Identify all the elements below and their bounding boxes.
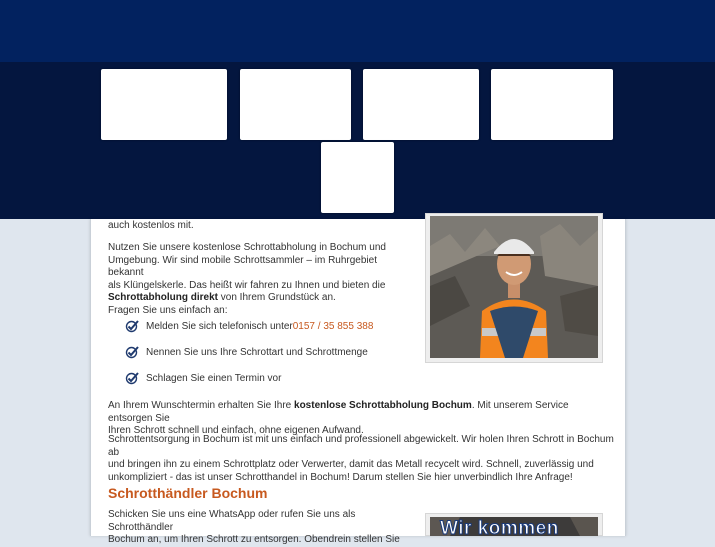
- list-item: [125, 370, 281, 386]
- check-circle-icon: [125, 371, 139, 385]
- list-item-text: Nennen Sie uns Ihre Schrottart und Schrottmenge: [146, 346, 368, 358]
- list-item-text: Melden Sie sich telefonisch unter: [146, 320, 293, 332]
- banner-text: Wir kommen: [440, 518, 559, 539]
- service-paragraph: [108, 400, 608, 438]
- top-header-bar: [0, 0, 715, 62]
- intro-p1-line-d-rest: von Ihrem Grundstück an.: [218, 292, 336, 303]
- nav-button-schrottankauf[interactable]: Schrottankauf: [363, 69, 479, 140]
- disposal-line-c: unkompliziert - das ist unser Schrotthandel in Bochum! Darum stellen Sie hier unverbindlich Ihre Anfrage!: [108, 471, 573, 483]
- service-bold-text: kostenlose Schrottabholung Bochum: [294, 400, 472, 411]
- nav-button-schrottentsorgung[interactable]: Schrottentsorgung: [491, 69, 613, 140]
- phone-link[interactable]: 0157 / 35 855 388: [292, 320, 374, 332]
- section-line-a: Schicken Sie uns eine WhatsApp oder rufen Sie uns als Schrotthändler: [108, 509, 356, 533]
- intro-paragraph: [108, 242, 413, 317]
- check-circle-icon: [125, 345, 139, 359]
- disposal-line-a: Schrottentsorgung in Bochum ist mit uns einfach und professionell abgewickelt. Wir holen Ihren Schrott in Bochum ab: [108, 434, 614, 458]
- service-text-rest: . Mit unserem Service entsorgen Sie: [108, 400, 569, 424]
- check-circle-icon: [125, 319, 139, 333]
- intro-p1-line-d: [108, 292, 413, 305]
- disposal-paragraph: [108, 434, 618, 484]
- list-item-text: Schlagen Sie einen Termin vor: [146, 372, 282, 384]
- service-line-a: [108, 400, 608, 425]
- intro-p1-line-a: Nutzen Sie unsere kostenlose Schrottabholung in Bochum und: [108, 242, 386, 253]
- nav-button-kontakt[interactable]: Kontakt: [321, 142, 394, 213]
- navigation-band: [0, 62, 715, 219]
- nav-button-schrotthaendler[interactable]: Schrotthändler: [240, 69, 351, 140]
- disposal-line-b: und bringen ihn zu einem Schrottplatz oder Verwerter, damit das Metall recycelt wird. Schnell, zuverlässig und: [108, 459, 594, 470]
- service-text: An Ihrem Wunschtermin erhalten Sie Ihre: [108, 400, 295, 411]
- section-heading: Schrotthändler Bochum: [108, 485, 268, 501]
- intro-p1-line-e: Fragen Sie uns einfach an:: [108, 304, 228, 316]
- service-line-b: Ihren Schrott schnell und einfach, ohne eigenen Aufwand.: [108, 425, 364, 436]
- section-line-b: Bochum an, um Ihren Schrott zu entsorgen. Obendrein stellen Sie: [108, 534, 400, 545]
- section-paragraph: [108, 509, 418, 547]
- worker-photo: [430, 216, 598, 358]
- intro-p1-line-b: Umgebung. Wir sind mobile Schrottsammler – im Ruhrgebiet bekannt: [108, 254, 377, 278]
- intro-line: auch kostenlos mit.: [108, 220, 194, 231]
- banner-image: [430, 517, 598, 539]
- list-item: [125, 318, 373, 334]
- intro-p1-line-c: als Klüngelskerle. Das heißt wir fahren zu Ihnen und bieten die: [108, 279, 386, 291]
- intro-bold-text: Schrottabholung direkt: [108, 292, 218, 303]
- nav-button-schrottabholung[interactable]: Schrottabholung: [101, 69, 227, 140]
- list-item: [125, 344, 368, 360]
